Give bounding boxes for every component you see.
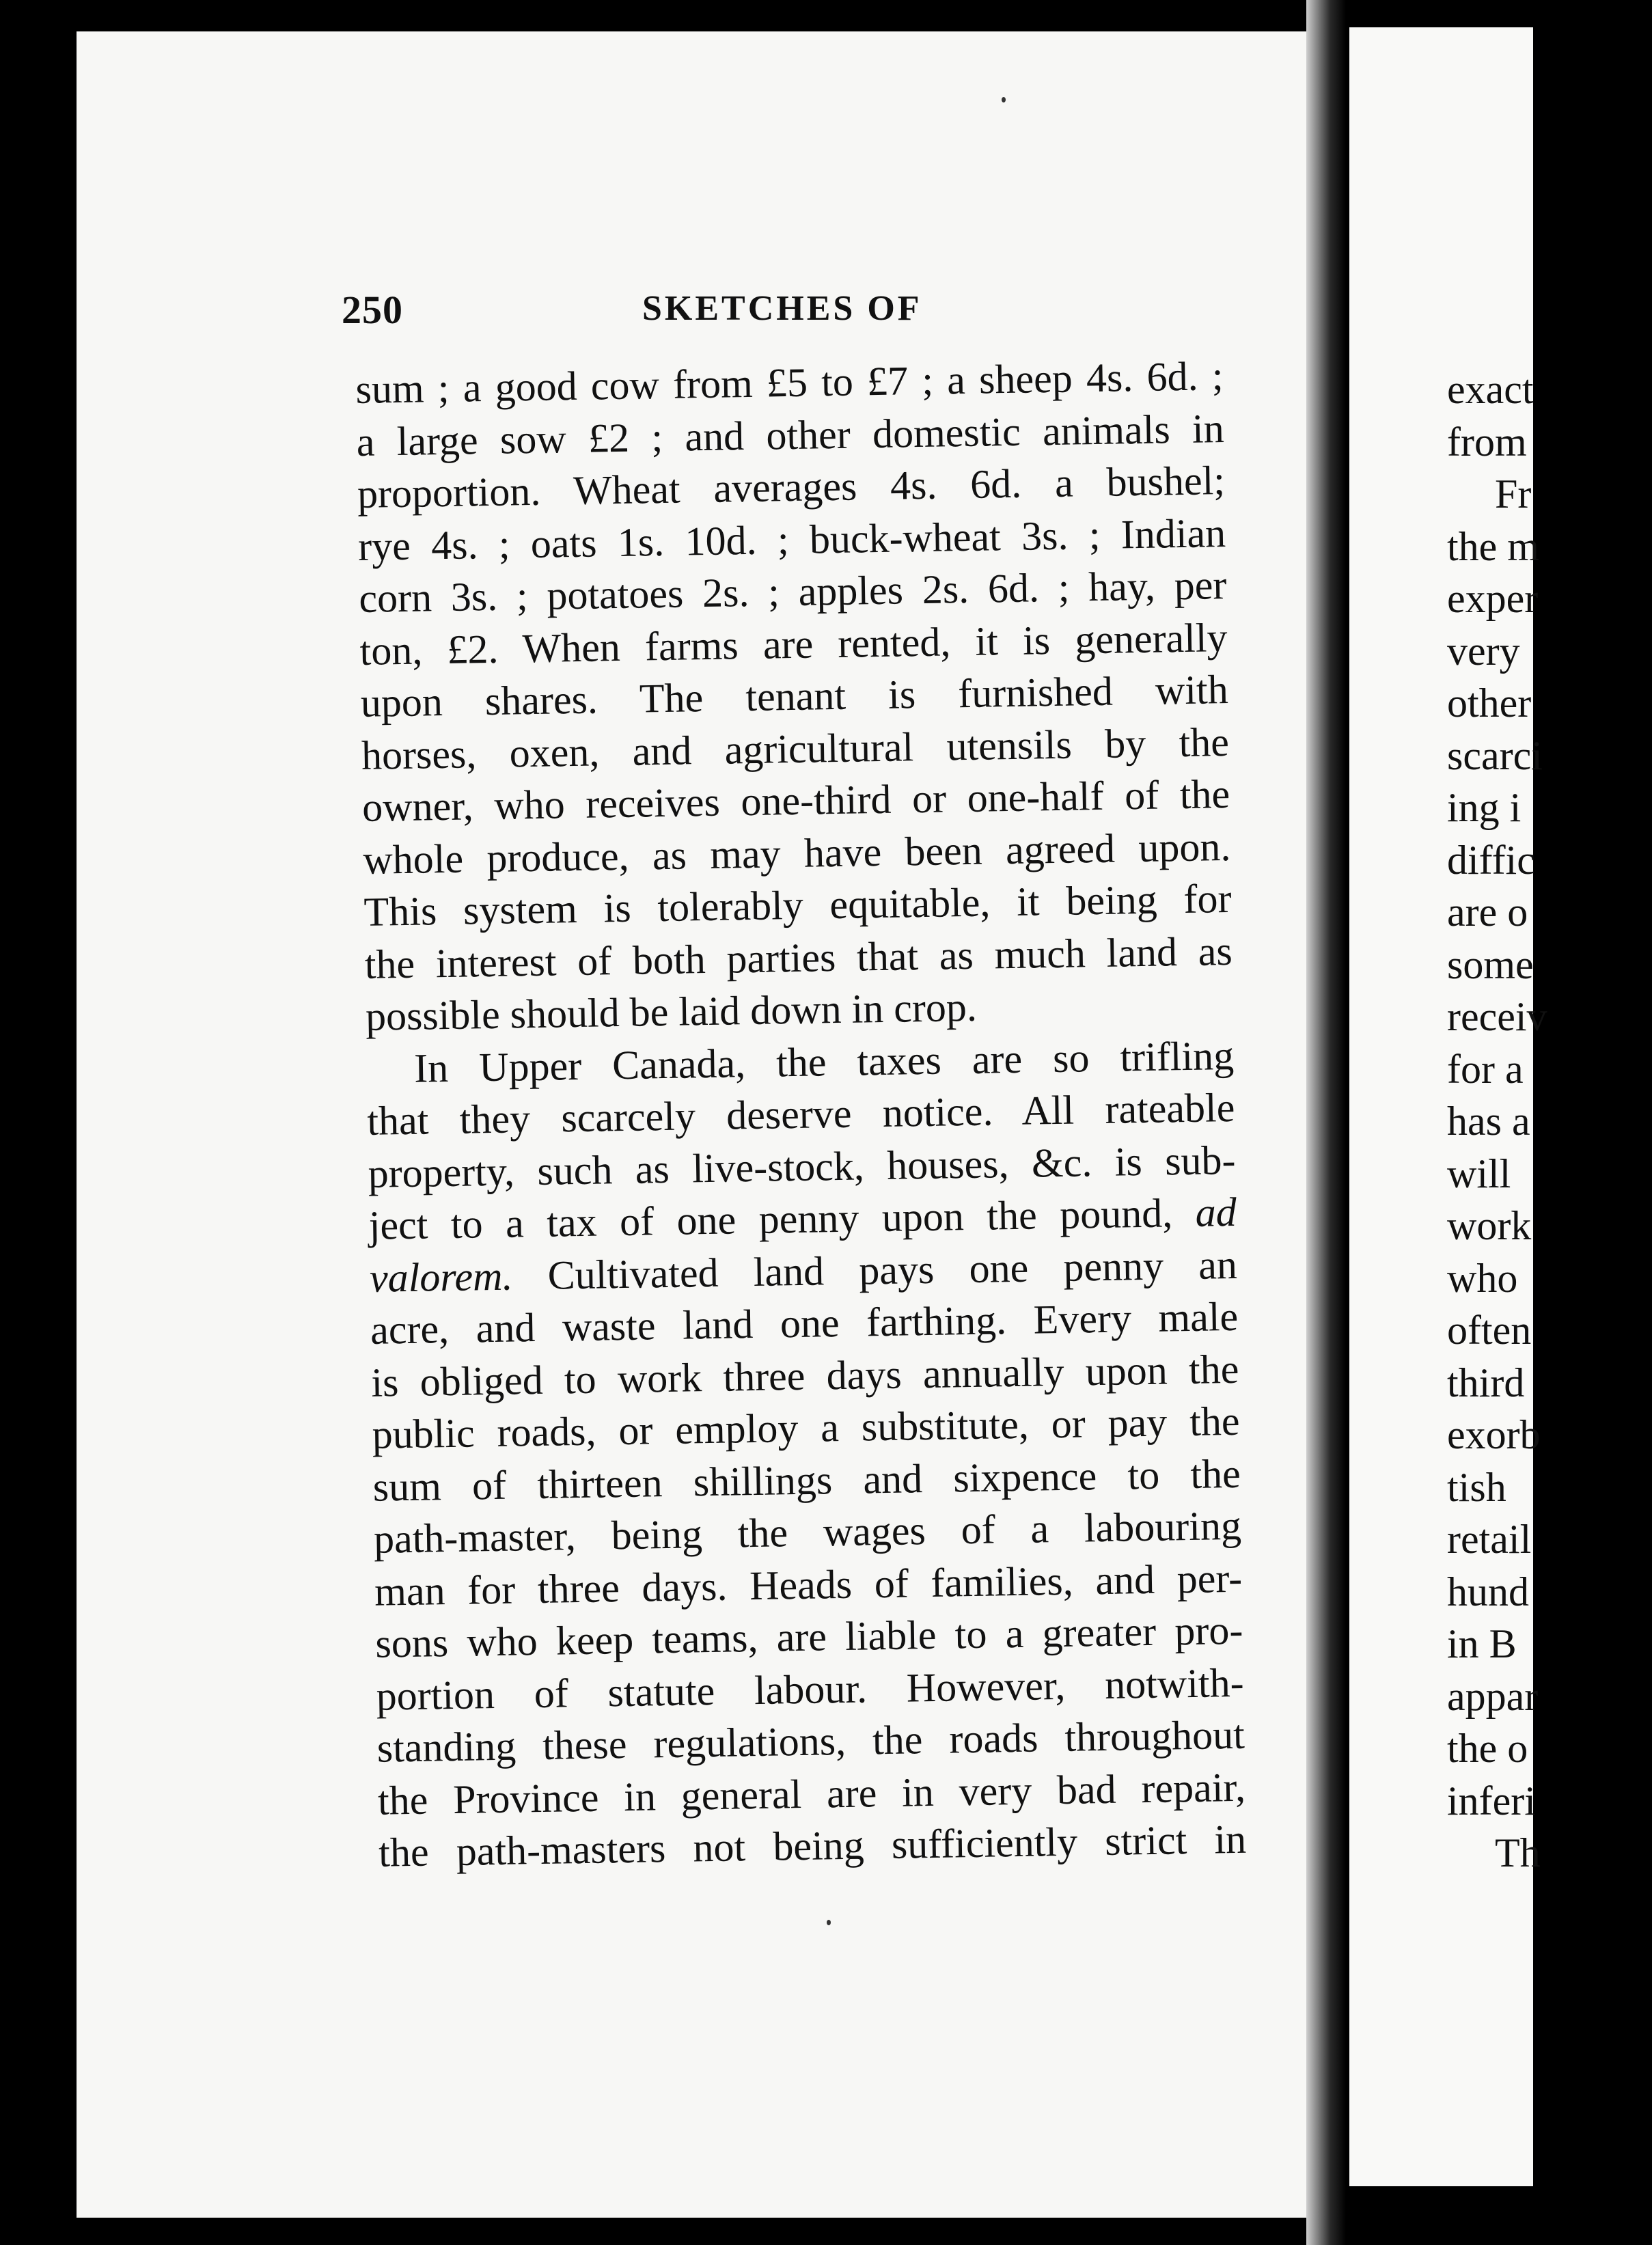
right-page-line: appar: [1447, 1673, 1539, 1719]
right-page-line: very: [1447, 628, 1520, 674]
text-line: standing these regulations, the roads throughout: [376, 1711, 1245, 1771]
text-line: whole produce, as may have been agreed upon.: [362, 823, 1231, 883]
right-page-line: for a: [1447, 1046, 1524, 1092]
right-page-line: Fr: [1495, 471, 1532, 517]
text-line: owner, who receives one-third or one-half of the: [361, 771, 1230, 830]
text-line: the Province in general are in very bad repair,: [377, 1764, 1246, 1823]
right-page-line: exorb: [1447, 1412, 1541, 1457]
page-number: 250: [342, 288, 403, 332]
right-page-line: has a: [1447, 1099, 1530, 1144]
right-page-line: will: [1447, 1151, 1511, 1196]
right-page-line: receiv: [1447, 994, 1547, 1039]
book-gutter: [1306, 0, 1346, 2245]
text-line: public roads, or employ a substitute, or pay the: [372, 1398, 1240, 1457]
right-page-line: retail: [1447, 1517, 1532, 1562]
right-page-line: are o: [1447, 890, 1528, 935]
right-page-line: diffic: [1447, 837, 1535, 883]
text-line: ton, £2. When farms are rented, it is generally: [359, 614, 1228, 674]
right-page-line: hund: [1447, 1569, 1529, 1614]
right-page-line: other: [1447, 680, 1532, 726]
running-title: SKETCHES OF: [642, 289, 922, 328]
right-page-text: [1447, 363, 1652, 1879]
text-line: a large sow £2 ; and other domestic animals in: [356, 405, 1225, 465]
text-line: that they scarcely deserve notice. All rateable: [366, 1084, 1235, 1144]
text-line: upon shares. The tenant is furnished with: [360, 666, 1229, 726]
right-page-line: third: [1447, 1360, 1525, 1405]
text-line: possible should be laid down in crop.: [365, 984, 978, 1039]
text-line: man for three days. Heads of families, and per-: [374, 1555, 1243, 1614]
text-line: acre, and waste land one farthing. Every male: [370, 1293, 1239, 1353]
running-head: [342, 287, 1298, 335]
right-page-line: tish: [1447, 1464, 1506, 1510]
right-page-line: exact: [1447, 367, 1534, 412]
right-page-line: work: [1447, 1203, 1532, 1248]
right-page-line: the o: [1447, 1726, 1528, 1771]
text-line: the interest of both parties that as much land as: [364, 928, 1233, 987]
text-line: proportion. Wheat averages 4s. 6d. a bushel;: [357, 458, 1226, 517]
right-page-line: in B: [1447, 1621, 1517, 1666]
text-line: is obliged to work three days annually upon the: [370, 1346, 1239, 1405]
right-page-line: exper: [1447, 576, 1539, 621]
text-line: property, such as live-stock, houses, &c. is sub-: [368, 1137, 1236, 1196]
right-page-line: often: [1447, 1308, 1532, 1353]
text-line: path-master, being the wages of a labouring: [373, 1502, 1242, 1562]
right-page-line: Th: [1495, 1830, 1541, 1875]
text-line: rye 4s. ; oats 1s. 10d. ; buck-wheat 3s. ; Indian: [357, 510, 1226, 569]
text-line: the path-masters not being sufficiently strict in: [378, 1816, 1247, 1875]
print-speck: [827, 1920, 831, 1925]
right-page-line: from: [1447, 419, 1527, 465]
text-line: sum ; a good cow from £5 to £7 ; a sheep 4s. 6d. ;: [355, 353, 1224, 412]
print-speck: [1002, 97, 1006, 102]
right-page-line: scarci: [1447, 732, 1543, 778]
right-page-line: inferi: [1447, 1778, 1536, 1823]
text-line-with-italic: valorem. Cultivated land pays one penny an: [369, 1241, 1238, 1301]
text-line-with-italic: ject to a tax of one penny upon the pound, ad: [368, 1189, 1237, 1248]
text-line: sons who keep teams, are liable to a greater pro-: [374, 1607, 1243, 1666]
right-page-line: the m: [1447, 523, 1539, 569]
right-page-line: some: [1447, 941, 1534, 987]
text-line: This system is tolerably equitable, it being for: [363, 875, 1232, 935]
text-line: corn 3s. ; potatoes 2s. ; apples 2s. 6d. ; hay, per: [358, 562, 1227, 621]
text-line: horses, oxen, and agricultural utensils by the: [361, 719, 1230, 778]
right-page-line: who: [1447, 1255, 1518, 1301]
right-page-line: ing i: [1447, 785, 1522, 830]
body-text: [355, 350, 1267, 1879]
text-line: sum of thirteen shillings and sixpence to the: [372, 1450, 1241, 1510]
text-line: portion of statute labour. However, notwith-: [376, 1659, 1244, 1719]
text-line: In Upper Canada, the taxes are so trifling: [413, 1032, 1235, 1091]
